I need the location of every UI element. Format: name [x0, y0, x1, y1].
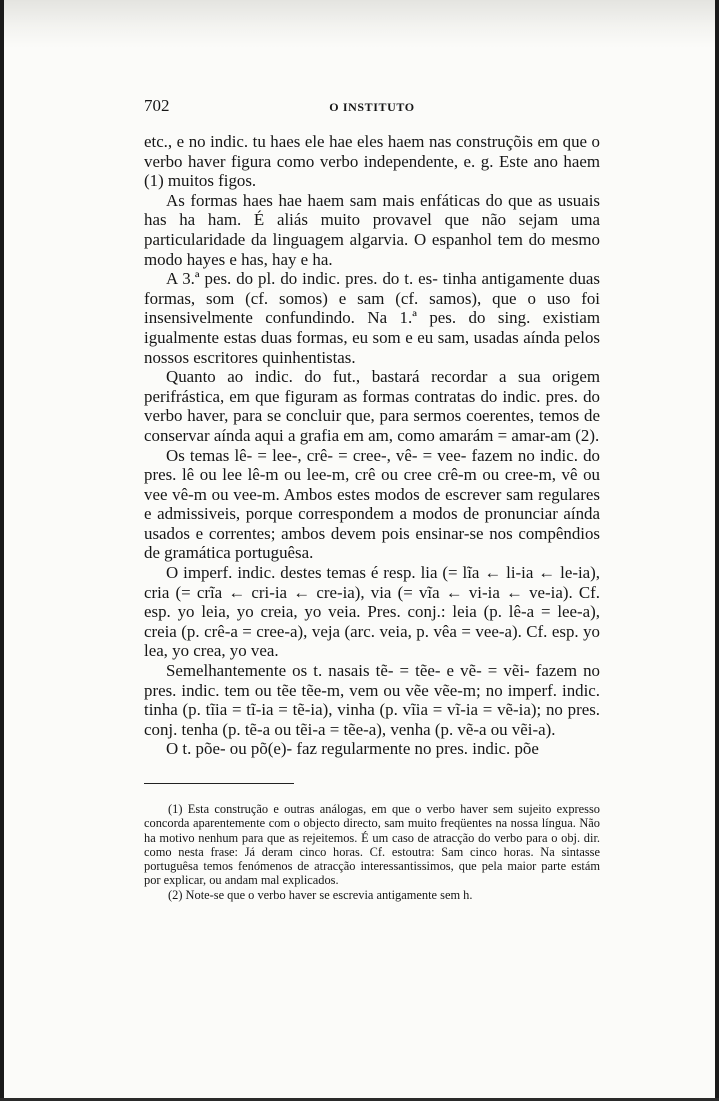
paragraph-1: etc., e no indic. tu haes ele hae eles haem nas construçõis em que o verbo haver figura como verbo independente, e. g. Este ano haem (1) muitos figos. — [144, 132, 600, 191]
document-page — [144, 96, 600, 902]
paragraph-6: O imperf. indic. destes temas é resp. lia (= lĩa ← li-ia ← le-ia), cria (= crĩa ← cri-ia ← cre-ia), via (= vĩa ← vi-ia ← ve-ia). Cf. esp. yo leia, yo creia, yo veia. Pres. conj.: leia (p. lê-a = lee-a), creia (p. crê-a = cree-a), veja (arc. veia, p. vêa = vee-a). Cf. esp. yo lea, yo crea, yo vea. — [144, 563, 600, 661]
footnote-2: (2) Note-se que o verbo haver se escrevia antigamente sem h. — [168, 887, 473, 902]
paragraph-8: O t. põe- ou põ(e)- faz regularmente no pres. indic. põe — [166, 739, 539, 759]
footnote-rule — [144, 783, 294, 784]
running-head — [144, 96, 600, 122]
paragraph-7: Semelhantemente os t. nasais tẽ- = tẽe- e vẽ- = vẽi- fazem no pres. indic. tem ou tẽe tẽe-m, vem ou vẽe vẽe-m; no imperf. indic. tinha (p. tĩia = tĩ-ia = tẽ-ia), vinha (p. vĩia = vĩ-ia = vẽ-ia); no pres. conj. tenha (p. tẽ-a ou tẽi-a = tẽe-a), venha (p. vẽ-a ou vẽi-a). — [144, 661, 600, 739]
paragraph-5: Os temas lê- = lee-, crê- = cree-, vê- = vee- fazem no indic. do pres. lê ou lee lê-m ou lee-m, crê ou cree crê-m ou cree-m, vê ou vee vê-m ou vee-m. Ambos estes modos de escrever sam regulares e admissiveis, porque correspondem a modos de pronunciar aínda usados e correntes; ambos devem pois ensinar-se nos compêndios de gramática portuguêsa. — [144, 445, 600, 563]
scan-right-border — [715, 0, 719, 1101]
scan-left-border — [0, 0, 4, 1101]
paragraph-3: A 3.ª pes. do pl. do indic. pres. do t. es- tinha antigamente duas formas, som (cf. somos) e sam (cf. samos), que o uso foi insensivelmente confundindo. Na 1.ª pes. do sing. existiam igualmente estas duas formas, eu som e eu sam, usadas aínda pelos nossos escritores quinhentistas. — [144, 269, 600, 367]
paragraph-2: As formas haes hae haem sam mais enfáticas do que as usuais has ha ham. É aliás muito provavel que não sejam uma particularidade da linguagem algarvia. O espanhol tem do mesmo modo hayes e has, hay e ha. — [144, 190, 600, 269]
body-text — [144, 132, 600, 759]
paragraph-4: Quanto ao indic. do fut., bastará recordar a sua origem perifrástica, em que figuram as formas contratas do indic. pres. do verbo haver, para se concluir que, para sermos coerentes, temos de conservar aínda aqui a grafia em am, como amarám = amar-am (2). — [144, 367, 600, 445]
footnote-1: (1) Esta construção e outras análogas, em que o verbo haver sem sujeito expresso concorda aparentemente com o objecto directo, sam muito freqüentes na nossa língua. Não ha motivo nenhum para que as rejeitemos. É um caso de atracção do verbo para o obj. dir. como nesta frase: Já deram cinco horas. Cf. estoutra: Sam cinco horas. Na sintasse portuguêsa temos fenómenos de atracção interessantissimos, que pela maior parte estám por explicar, ou andam mal explicados. — [144, 802, 600, 888]
scan-top-shadow — [0, 0, 719, 48]
running-title: O INSTITUTO — [329, 100, 415, 114]
footnotes — [144, 802, 600, 902]
page-number: 702 — [144, 96, 170, 115]
